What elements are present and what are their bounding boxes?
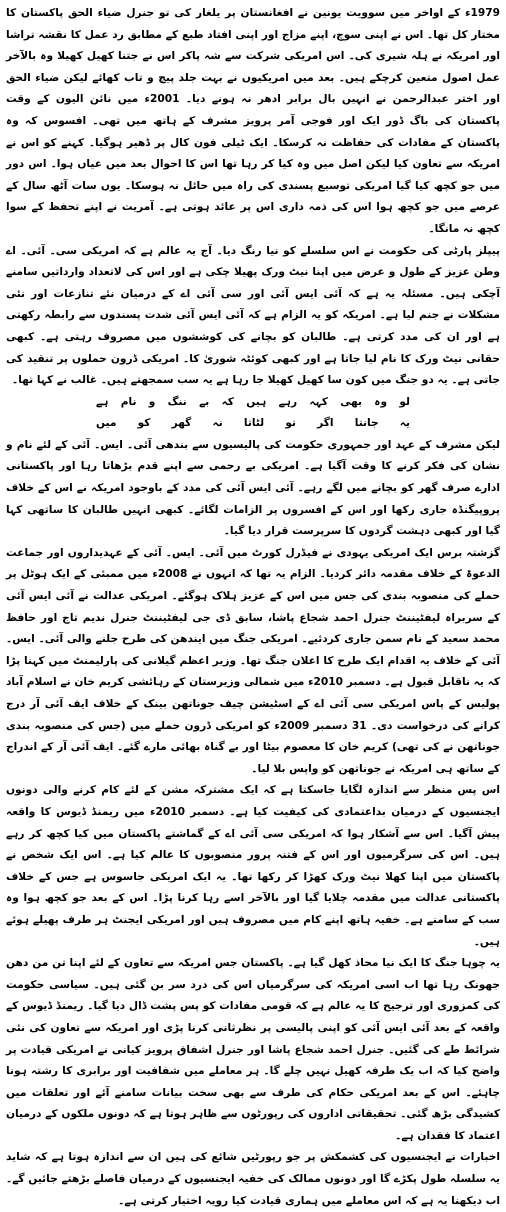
verse-line-1: لو وہ بھی کہہ رہے ہیں کہ بے ننگ و نام ہے: [96, 395, 410, 408]
paragraph-5: اس پس منظر سے اندازہ لگایا جاسکتا ہے کہ ایک مشترکہ مشن کے لئے کام کرنے والی دونوں ایجنسیوں کے درمیان بداعتمادی کی کیفیت کیا ہے۔ دسمبر 2010ء میں ریمنڈ ڈیوس کا واقعہ پیش آگیا۔ اس سے آشکار ہوا کہ امریکی سی آئی اے کے گماشتے پاکستان میں کیا کچھ کر رہے ہیں۔ اس کی سرگرمیوں اور اس کے فتنہ پرور منصوبوں کا عالم کیا ہے۔ اس ایک شخص نے پاکستان میں اپنا کھلا نیٹ ورک کھڑا کر رکھا تھا۔ یہ ایک امریکی جاسوس ہے جس کے خلاف پاکستانی عدالت میں مقدمہ چلایا گیا اور بالآخر اسے رہا کرنا پڑا۔ اس کے بعد جو کچھ ہوا وہ سب کے سامنے ہے۔ خفیہ ہاتھ اپنے کام میں مصروف ہیں اور امریکی ایجنٹ ہر طرف پھیلے ہوئے ہیں۔: [6, 784, 500, 948]
paragraph-7: اخبارات نے ایجنسیوں کی کشمکش پر جو رپورٹیں شائع کی ہیں ان سے اندازہ ہوتا ہے کہ شاید یہ سلسلہ طول پکڑے گا اور دونوں ممالک کی خفیہ ایجنسیوں کے درمیان فاصلے بڑھتے جائیں گے۔ اب دیکھنا یہ ہے کہ اس معاملے میں ہماری قیادت کیا رویہ اختیار کرتی ہے۔: [6, 1151, 500, 1207]
paragraph-2: پیپلز پارٹی کی حکومت نے اس سلسلے کو نیا رنگ دیا۔ آج یہ عالم ہے کہ امریکی سی۔ آئی۔ اے وطن عزیز کے طول و عرض میں اپنا نیٹ ورک پھیلا چکی ہے اور اس کی لاتعداد وارداتیں سامنے آچکی ہیں۔ مسئلہ یہ ہے کہ آئی ایس آئی اور سی آئی اے کے درمیان نئے تنازعات اور نئی مشکلات نے جنم لیا ہے۔ امریکہ کو یہ الزام ہے کہ آئی ایس آئی شدت پسندوں سے رابطہ رکھتی ہے اور ان کی مدد کرتی ہے۔ طالبان کو بچانے کی کوششوں میں مصروف رہتی ہے۔ کبھی حقانی نیٹ ورک کا نام لیا جاتا ہے اور کبھی کوئٹہ شوریٰ کا۔ امریکی ڈرون حملوں پر تنقید کی جاتی ہے۔ یہ دو جنگ میں کون سا کھیل کھیلا جا رہا ہے یہ سب سمجھتے ہیں۔ غالب نے کہا تھا۔: [6, 244, 500, 387]
paragraph-4: گزشتہ برس ایک امریکی یہودی نے فیڈرل کورٹ میں آئی۔ ایس۔ آئی کے عہدیداروں اور جماعت الدعوۃ کے خلاف مقدمہ دائر کردیا۔ الزام یہ تھا کہ انہوں نے 2008ء میں ممبئی کے ایک ہوٹل پر حملے کی منصوبہ بندی کی جس میں اس کے عزیز ہلاک ہوگئے۔ امریکی عدالت نے آئی ایس آئی کے سربراہ لیفٹیننٹ جنرل احمد شجاع پاشا، سابق ڈی جی لیفٹیننٹ جنرل ندیم تاج اور حافظ محمد سعید کے نام سمن جاری کردئیے۔ امریکی جنگ میں ایندھن کی طرح جلنے والی آئی۔ ایس۔ آئی کے خلاف یہ اقدام ایک طرح کا اعلان جنگ تھا۔ وزیر اعظم گیلانی کی پارلیمنٹ میں کہنا پڑا کہ یہ ناقابل قبول ہے۔ دسمبر 2010ء میں شمالی وزیرستان کے رہائشی کریم خان نے اسلام آباد پولیس کے پاس امریکی سی آئی اے کے اسٹیشن چیف جوناتھن بینک کے خلاف ایف آئی آر درج کرانے کی درخواست دی۔ 31 دسمبر 2009ء کو امریکی ڈرون حملے میں (جس کی منصوبہ بندی جوناتھن نے کی تھی) کریم خان کا معصوم بیٹا اور بے گناہ بھائی مارے گئے۔ ایف آئی آر کے اندراج کے ساتھ ہی امریکہ نے جوناتھن کو واپس بلا لیا۔: [6, 546, 500, 775]
paragraph-3: لیکن مشرف کے عہد اور جمہوری حکومت کی پالیسیوں سے بندھی آئی۔ ایس۔ آئی کے لئے نام و نشان کی فکر کرنے کا وقت آگیا ہے۔ امریکی بے رحمی سے اپنے قدم بڑھاتا رہا اور پاکستانی ادارے صرف گھر کو بچانے میں لگے رہے۔ آئی ایس آئی کی مدد کے باوجود امریکہ نے اس کے خلاف پروپیگنڈہ جاری رکھا اور اس کے افسروں پر الزامات لگائے۔ کبھی انہیں طالبان کا ساتھی کہا گیا اور کبھی دہشت گردوں کا سرپرست قرار دیا گیا۔: [6, 438, 500, 538]
paragraph-6: یہ چوہا جنگ کا ایک نیا محاذ کھل گیا ہے۔ پاکستان جس امریکہ سے تعاون کے لئے اپنا تن من دھن جھونک رہا تھا اب اسی امریکہ کی سرگرمیاں اس کی درد سر بن گئی ہیں۔ سیاسی حکومت کی کمزوری اور ترجیح کا یہ عالم ہے کہ قومی مفادات کو پس پشت ڈال دیا گیا۔ ریمنڈ ڈیوس کے واقعہ کے بعد آئی ایس آئی کو اپنی پالیسی پر نظرثانی کرنا پڑی اور امریکہ سے تعاون کی نئی شرائط طے کی گئیں۔ جنرل احمد شجاع پاشا اور جنرل اشفاق پرویز کیانی نے امریکی قیادت پر واضح کیا کہ اب یک طرفہ کھیل نہیں چلے گا۔ ہر معاملے میں شفافیت اور برابری کا رشتہ ہونا چاہئے۔ اس کے بعد امریکی حکام کی طرف سے بھی سخت بیانات سامنے آئے اور تعلقات میں کشیدگی بڑھ گئی۔ تحقیقاتی اداروں کی رپورٹوں سے ظاہر ہوتا ہے کہ دونوں ملکوں کے درمیان اعتماد کا فقدان ہے۔: [6, 957, 500, 1142]
verse-line-2: یہ جانتا اگر تو لٹاتا نہ گھر کو میں: [96, 417, 410, 430]
verse-couplet: [6, 392, 500, 435]
paragraph-1: 1979ء کے اواخر میں سوویت یونین نے افغانستان پر یلغار کی تو جنرل ضیاء الحق پاکستان کا مختار کل تھا۔ اس نے اپنی سوچ، اپنے مزاج اور اپنی افتاد طبع کے مطابق رد عمل کا نقشہ تراشا اور امریکہ نے ہلہ شیری کی۔ اس امریکی شرکت سے شہ پاکر اس نے جتنا کھیل کھیلا وہ بالآخر عمل اصول متعین کرچکے ہیں۔ بعد میں امریکیوں نے بہت جلد پیچ و تاب کھائے لیکن ضیاء الحق اور اختر عبدالرحمن نے انہیں بال برابر ادھر نہ ہونے دیا۔ 2001ء میں نائن الیون کے وقت پاکستان کی باگ ڈور ایک اور فوجی آمر پرویز مشرف کے ہاتھ میں تھی۔ افسوس کہ وہ پاکستان کے مفادات کی حفاظت نہ کرسکا۔ ایک ٹیلی فون کال پر ڈھیر ہوگیا۔ کہنے کو اس نے امریکہ سے تعاون کیا لیکن اصل میں وہ کیا کر رہا تھا اس کا احوال بعد میں عیاں ہوا۔ اس دور میں جو کچھ کیا گیا امریکی توسیع پسندی کی راہ میں حائل نہ ہوسکا۔ یوں سات آٹھ سال کے عرصے میں جو کچھ ہوا اس کی ذمہ داری اس پر عائد ہوتی ہے۔ آمریت نے اپنے تحفظ کے سوا کچھ نہ مانگا۔: [6, 7, 500, 235]
